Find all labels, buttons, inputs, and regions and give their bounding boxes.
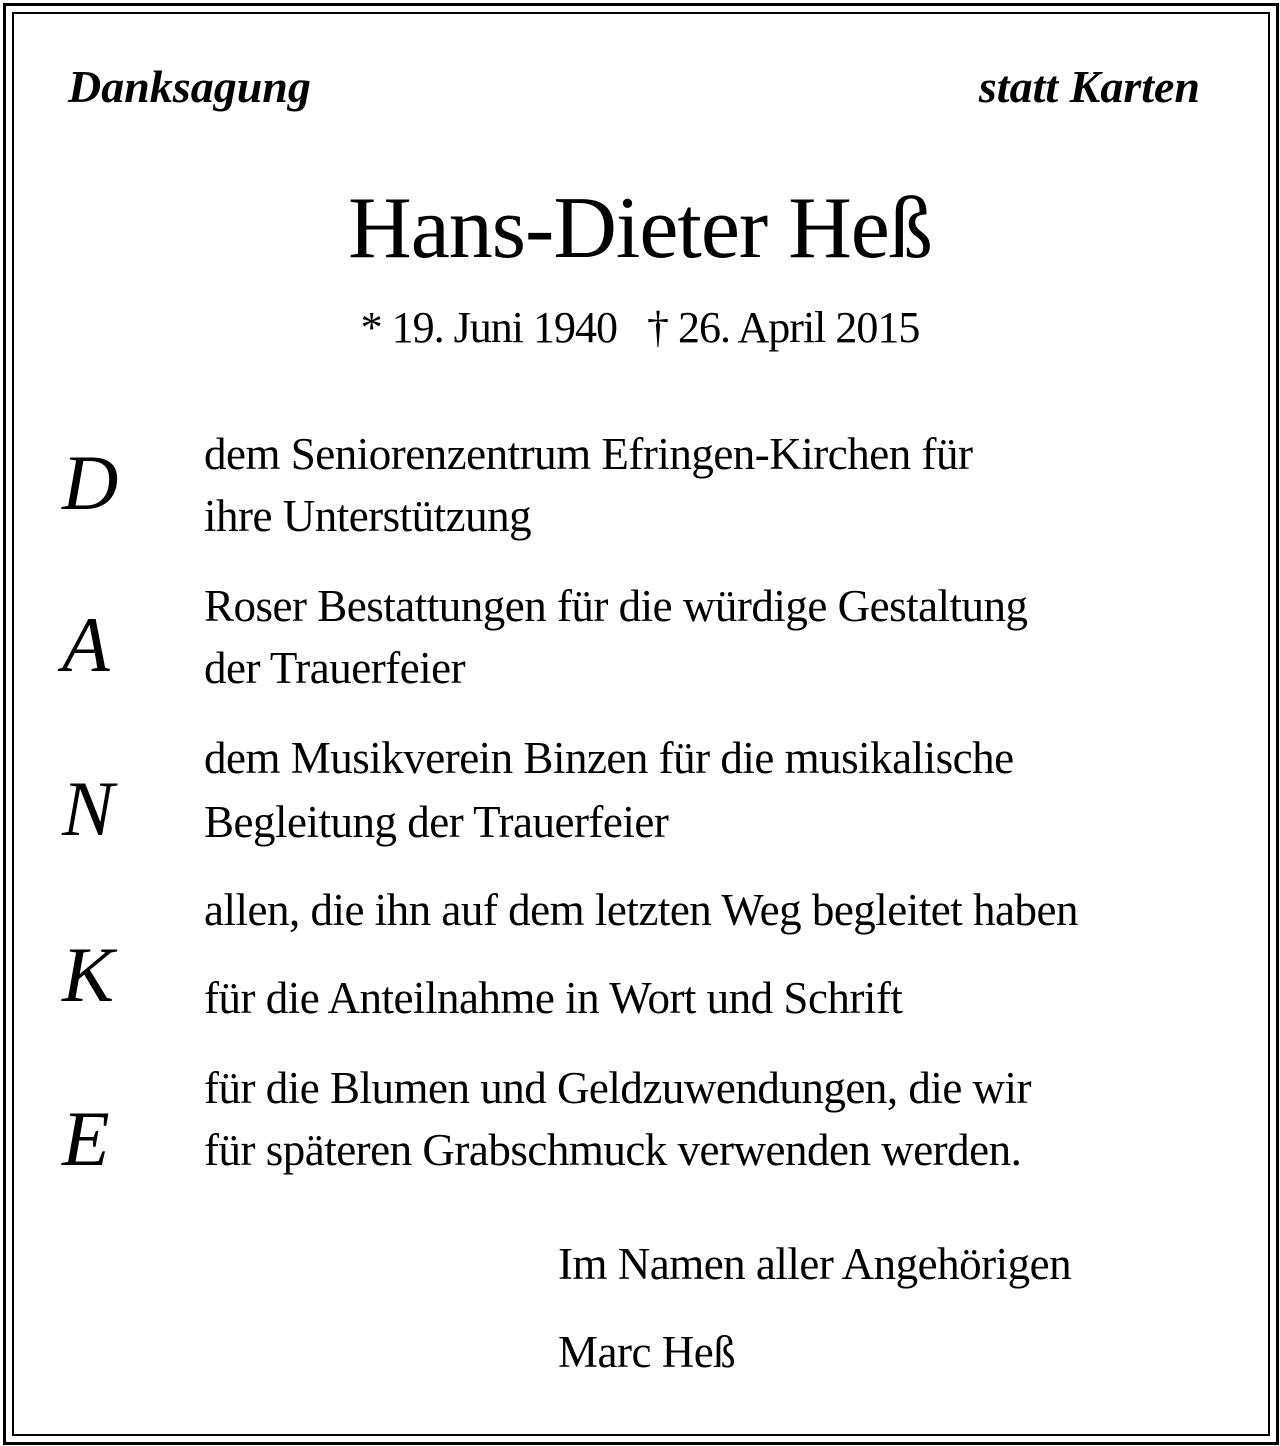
thanks-line: für die Anteilnahme in Wort und Schrift	[204, 973, 903, 1023]
danke-letter-e: E	[62, 1095, 110, 1182]
thanks-line: allen, die ihn auf dem letzten Weg begleitet haben	[204, 885, 1078, 935]
birth-date: * 19. Juni 1940	[360, 303, 617, 352]
header-danksagung: Danksagung	[68, 61, 311, 112]
thanks-line: Begleitung der Trauerfeier	[204, 797, 669, 847]
deceased-name: Hans-Dieter Heß	[348, 180, 932, 277]
thanks-line: der Trauerfeier	[204, 643, 466, 693]
danke-letter-k: K	[62, 931, 115, 1018]
thanks-line: dem Musikverein Binzen für die musikalische	[204, 733, 1014, 783]
death-date: † 26. April 2015	[646, 303, 920, 352]
signature-family: Im Namen aller Angehörigen	[558, 1239, 1072, 1289]
thanks-line: für die Blumen und Geldzuwendungen, die wir	[204, 1063, 1032, 1113]
danke-letter-d: D	[62, 439, 119, 526]
header-statt-karten: statt Karten	[978, 61, 1200, 112]
life-dates	[0, 302, 1280, 353]
danke-letter-a: A	[62, 601, 110, 688]
danke-letter-n: N	[62, 765, 115, 852]
signature-name: Marc Heß	[558, 1327, 736, 1377]
thanks-line: für späteren Grabschmuck verwenden werden.	[204, 1125, 1022, 1175]
thanks-line: ihre Unterstützung	[204, 491, 532, 541]
thanks-line: dem Seniorenzentrum Efringen-Kirchen für	[204, 429, 973, 479]
thanks-line: Roser Bestattungen für die würdige Gestaltung	[204, 581, 1028, 631]
